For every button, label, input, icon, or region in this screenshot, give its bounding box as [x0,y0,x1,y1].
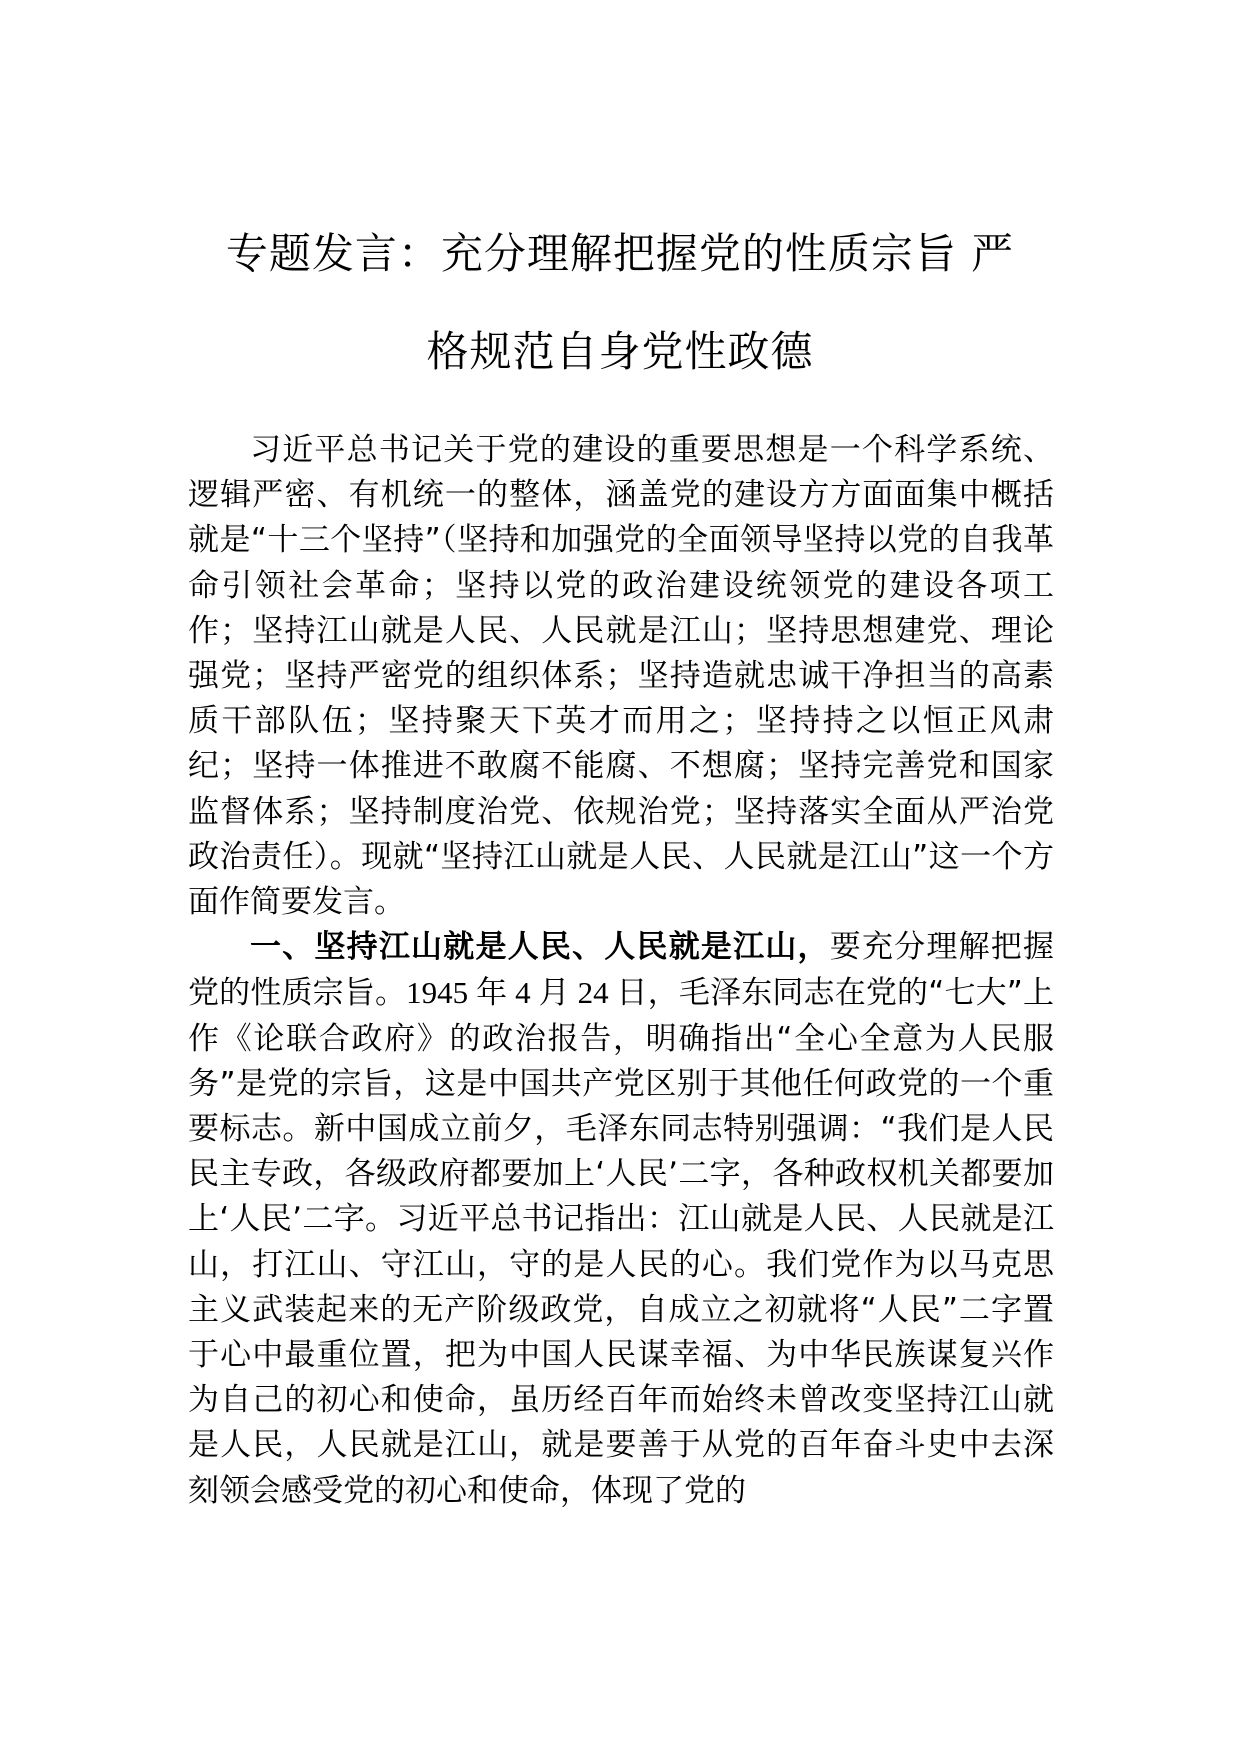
paragraph-section-1 [188,925,1054,1514]
document-body [188,428,1054,1514]
paragraph-intro: 习近平总书记关于党的建设的重要思想是一个科学系统、逻辑严密、有机统一的整体，涵盖党的建设方方面面集中概括就是“十三个坚持”（坚持和加强党的全面领导坚持以党的自我革命引领社会革命；坚持以党的政治建设统领党的建设各项工作；坚持江山就是人民、人民就是江山；坚持思想建党、理论强党；坚持严密党的组织体系；坚持造就忠诚干净担当的高素质干部队伍；坚持聚天下英才而用之；坚持持之以恒正风肃纪；坚持一体推进不敢腐不能腐、不想腐；坚持完善党和国家监督体系；坚持制度治党、依规治党；坚持落实全面从严治党政治责任）。现就“坚持江山就是人民、人民就是江山”这一个方面作简要发言。 [188,432,1054,921]
section-1-heading: 一、坚持江山就是人民、人民就是江山， [250,929,830,966]
section-1-text-a: 要充分理解把握党的性质宗旨。 [188,929,1054,1012]
title-line-1: 专题发言：充分理解把握党的性质宗旨 严 [225,229,1015,278]
document-title [150,205,1090,401]
section-1-text-b: ，毛泽东同志在党的“七大”上作《论联合政府》的政治报告，明确指出“全心全意为人民服务”是党的宗旨，这是中国共产党区别于其他任何政党的一个重要标志。新中国成立前夕，毛泽东同志特别强调：“我们是人民民主专政，各级政府都要加上‘人民’二字，各种政权机关都要加上‘人民’二字。习近平总书记指出：江山就是人民、人民就是江山，打江山、守江山，守的是人民的心。我们党作为以马克思主义武装起来的无产阶级政党，自成立之初就将“人民”二字置于心中最重位置，把为中国人民谋幸福、为中华民族谋复兴作为自己的初心和使命，虽历经百年而始终未曾改变坚持江山就是人民，人民就是江山，就是要善于从党的百年奋斗史中去深刻领会感受党的初心和使命，体现了党的 [188,975,1055,1509]
section-1-date: 1945 年 4 月 24 日 [406,975,648,1011]
title-line-2: 格规范自身党性政德 [426,327,814,376]
